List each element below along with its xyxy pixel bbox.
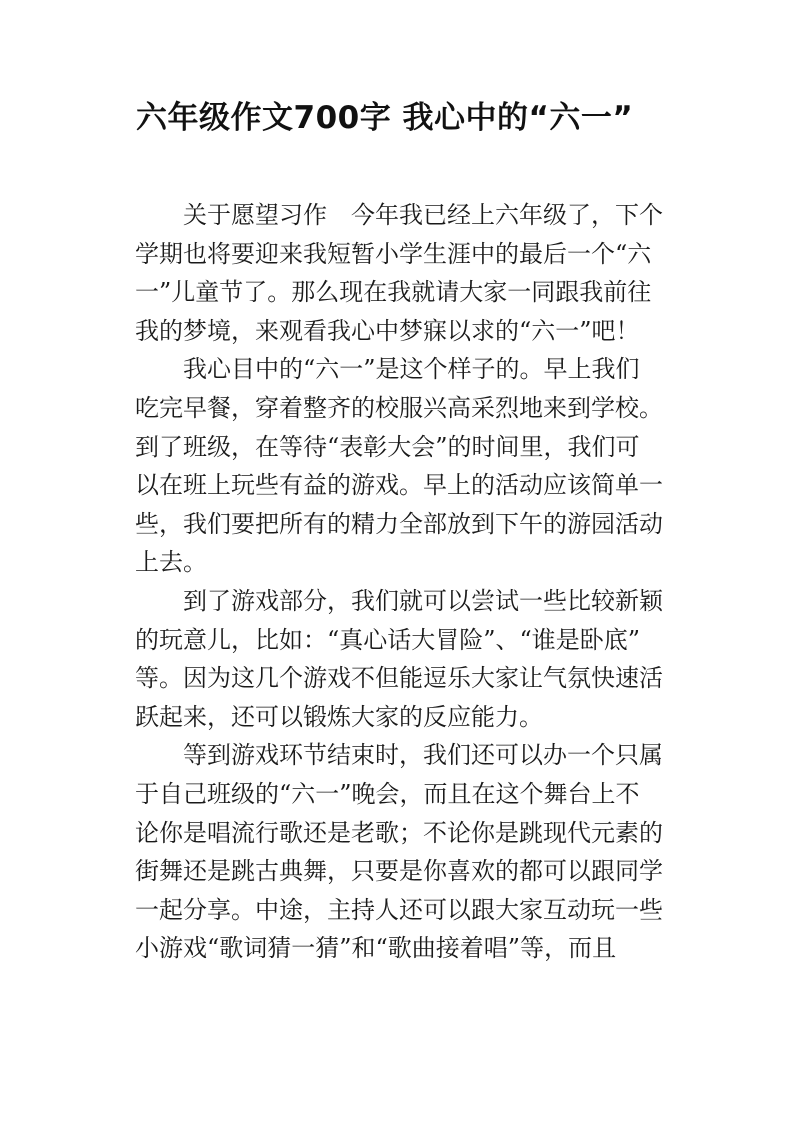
- text-line: 到了班级，在等待“表彰大会”的时间里，我们可: [135, 432, 640, 461]
- paragraph-1: [135, 196, 675, 350]
- text-line: 关于愿望习作 今年我已经上六年级了，下个: [183, 201, 663, 229]
- paragraph-3: [135, 582, 675, 736]
- text-line: 街舞还是跳古典舞，只要是你喜欢的都可以跟同学: [135, 857, 663, 886]
- text-line: 吃完早餐，穿着整齐的校服兴高采烈地来到学校。: [135, 393, 663, 422]
- text-line: 一”儿童节了。那么现在我就请大家一同跟我前往: [135, 278, 652, 307]
- text-line: 的玩意儿，比如：“真心话大冒险”、“谁是卧底”: [135, 625, 641, 654]
- text-line: 跃起来，还可以锻炼大家的反应能力。: [135, 702, 543, 731]
- text-line: 小游戏“歌词猜一猜”和“歌曲接着唱”等，而且: [135, 934, 617, 963]
- text-line: 论你是唱流行歌还是老歌；不论你是跳现代元素的: [135, 818, 663, 847]
- text-line: 学期也将要迎来我短暂小学生涯中的最后一个“六: [135, 239, 652, 268]
- paragraph-2: [135, 350, 675, 582]
- paragraph-4: [135, 736, 675, 968]
- text-line: 以在班上玩些有益的游戏。早上的活动应该简单一: [135, 471, 663, 500]
- text-line: 上去。: [135, 548, 207, 577]
- text-line: 等。因为这几个游戏不但能逗乐大家让气氛快速活: [135, 664, 663, 693]
- text-line: 我心目中的“六一”是这个样子的。早上我们: [183, 355, 640, 384]
- text-line: 于自己班级的“六一”晚会，而且在这个舞台上不: [135, 779, 640, 808]
- text-line: 一起分享。中途，主持人还可以跟大家互动玩一些: [135, 895, 663, 924]
- document-title: 六年级作文700字 我心中的“六一”: [136, 100, 634, 136]
- text-line: 到了游戏部分，我们就可以尝试一些比较新颖: [183, 586, 663, 615]
- text-line: 等到游戏环节结束时，我们还可以办一个只属: [183, 741, 663, 770]
- text-line: 些，我们要把所有的精力全部放到下午的游园活动: [135, 509, 663, 538]
- text-line: 我的梦境，来观看我心中梦寐以求的“六一”吧！: [135, 316, 640, 345]
- document-body: [135, 196, 675, 968]
